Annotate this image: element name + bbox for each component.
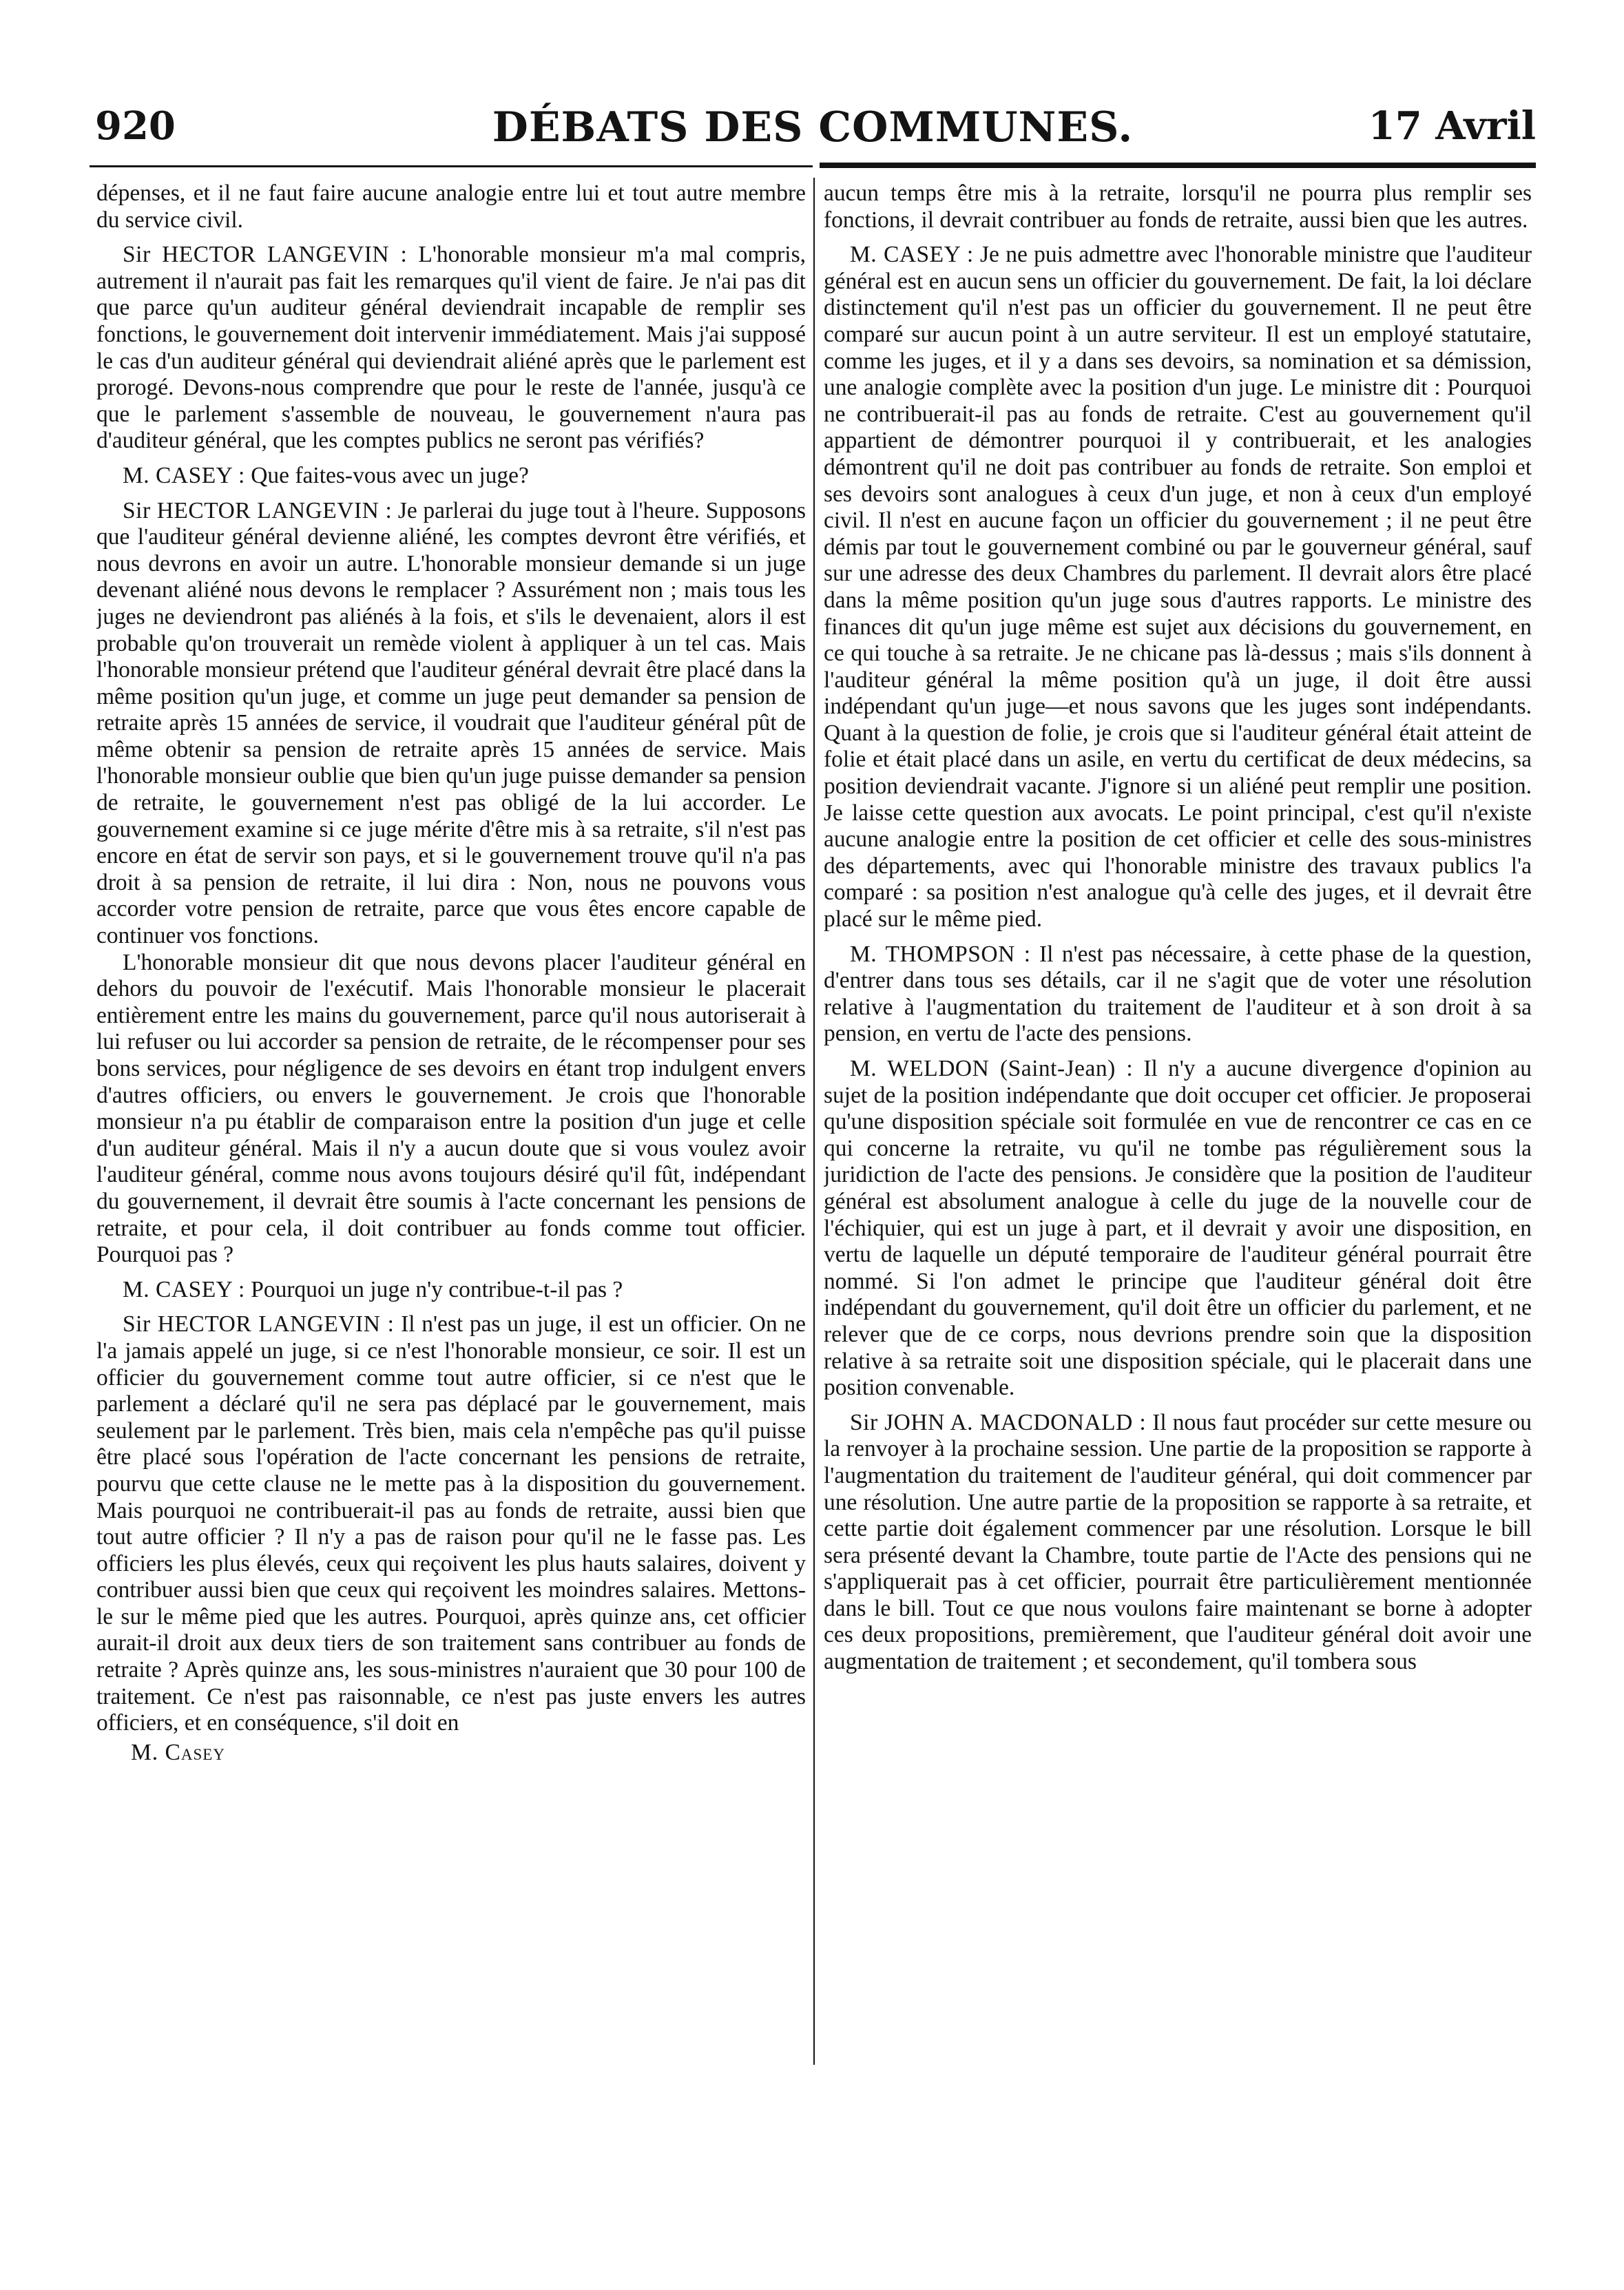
speaker-name: Sir HECTOR LANGEVIN : xyxy=(123,242,408,268)
paragraph-text: L'honorable monsieur m'a mal compris, autrement il n'aurait pas fait les remarques qu'il vient de faire. Je n'ai pas dit que parce qu'un auditeur général deviendrait incapable de remplir ses fonctions, le gouvernement doit intervenir immédiatement. Mais j'ai supposé le cas d'un auditeur général qui deviendrait aliéné après que le parlement est prorogé. Devons-nous comprendre que pour le reste de l'année, jusqu'à ce que le parlement s'assemble de nouveau, le gouvernement n'aura pas d'auditeur général, que les comptes publics ne seront pas vérifiés? xyxy=(96,242,806,454)
paragraph xyxy=(96,180,806,233)
speaker-name: M. WELDON (Saint-Jean) : xyxy=(850,1056,1134,1081)
speaker-name: M. CASEY : xyxy=(850,242,974,268)
paragraph xyxy=(96,463,806,490)
paragraph xyxy=(824,941,1532,1048)
header-rule-left xyxy=(90,165,813,167)
page-number: 920 xyxy=(95,103,176,149)
paragraph-text: dépenses, et il ne faut faire aucune analogie entre lui et tout autre membre du service civil. xyxy=(96,180,806,233)
paragraph-text: Que faites-vous avec un juge? xyxy=(251,462,529,488)
paragraph-text: Je ne puis admettre avec l'honorable ministre que l'auditeur général est en aucun sens un officier du gouvernement. De fait, la loi déclare distinctement qu'il n'est pas un officier du gouvernement. Il ne peut être comparé sur aucun point à un autre serviteur. Il est un employé statutaire, comme les juges, et il y a dans ses devoirs, sa nomination et sa démission, une analogie complète avec la position d'un juge. Le ministre dit : Pourquoi ne contribuerait-il pas au fonds de retraite. C'est au gouvernement qu'il appartient de démontrer pourquoi il y contribuerait, et les analogies démontrent qu'il ne doit pas contribuer au fonds de retraite. Son emploi et ses devoirs sont analogues à ceux d'un juge, et non à ceux d'un employé civil. Il n'est en aucune façon un officier du gouvernement ; il ne peut être démis par tout le gouvernement combiné ou par le gouverneur général, sauf sur une adresse des deux Chambres du parlement. Il devrait alors être placé dans la même position qu'un juge sous d'autres rapports. Le ministre des finances dit qu'un juge même est sujet aux décisions du gouvernement, en ce qui touche à sa retraite. Je ne chicane pas là-dessus ; mais s'ils donnent à l'auditeur général la même position qu'à un juge, il doit être aussi indépendant qu'un juge—et nous savons que les juges sont indépendants. Quant à la question de folie, je crois que si l'auditeur général était atteint de folie et était placé dans un asile, en vertu du certificat de deux médecins, sa position deviendrait vacante. J'ignore si un aliéné peut remplir une position. Je laisse cette question aux avocats. Le point principal, c'est qu'il n'existe aucune analogie entre la position de cet officier et celle des sous-ministres des départements, avec qui l'honorable ministre des travaux publics l'a comparé : sa position n'est analogue qu'à celle des juges, et il devrait être placé sur le même pied. xyxy=(824,242,1532,933)
paragraph xyxy=(96,950,806,1269)
paragraph xyxy=(96,498,806,950)
page-date: 17 Avril xyxy=(1368,103,1536,149)
paragraph-text: Il n'est pas nécessaire, à cette phase de la question, d'entrer dans tous ses détails, car il ne s'agit que de voter une résolution relative à l'augmentation du traitement de l'auditeur et à son droit à sa pension, en vertu de l'acte des pensions. xyxy=(824,941,1532,1047)
header-rule-right xyxy=(820,163,1536,168)
page-header xyxy=(90,96,1536,152)
footer-signature: M. Casey xyxy=(131,1739,225,1765)
paragraph-text: Il n'est pas un juge, il est un officier. On ne l'a jamais appelé un juge, si ce n'est l'honorable monsieur, ce soir. Il est un officier du gouvernement comme tout autre officier, si ce n'est que le parlement a déclaré qu'il ne sera pas déplacé par le gouvernement, mais seulement par le parlement. Très bien, mais cela n'empêche pas qu'il puisse être placé sous l'opération de l'acte concernant les pensions de retraite, pourvu que cette clause ne le mette pas à la disposition du gouvernement. Mais pourquoi ne contribuerait-il pas au fonds de retraite, aussi bien que tout autre officier ? Il n'y a pas de raison pour qu'il ne le fasse pas. Les officiers les plus élevés, ceux qui reçoivent les plus hauts salaires, doivent y contribuer aussi bien que ceux qui reçoivent les moindres salaires. Mettons-le sur le même pied que les autres. Pourquoi, après quinze ans, cet officier aurait-il droit aux deux tiers de son traitement sans contribuer au fonds de retraite ? Après quinze ans, les sous-ministres n'auraient que 30 pour 100 de traitement. Ce n'est pas raisonnable, ce n'est pas juste envers les autres officiers, et en conséquence, s'il doit en xyxy=(96,1311,806,1736)
speaker-name: Sir HECTOR LANGEVIN : xyxy=(123,1311,395,1337)
paragraph-text: Je parlerai du juge tout à l'heure. Supposons que l'auditeur général devienne aliéné, les comptes devront être vérifiés, et nous devrons en avoir un autre. L'honorable monsieur demande si un juge devenant aliéné nous devons le remplacer ? Assurément non ; mais tous les juges ne deviendront pas aliénés à la fois, et s'ils le devenaient, alors il est probable qu'on trouverait un remède violent à appliquer à un tel cas. Mais l'honorable monsieur prétend que l'auditeur général devrait être placé dans la même position qu'un juge, et comme un juge peut demander sa pension de retraite après 15 années de service, il voudrait que l'auditeur général pût de même obtenir sa pension de retraite après 15 années de service. Mais l'honorable monsieur oublie que bien qu'un juge puisse demander sa pension de retraite, le gouvernement n'est pas obligé de la lui accorder. Le gouvernement examine si ce juge mérite d'être mis à sa retraite, s'il n'est pas encore en état de servir son pays, et si le gouvernement trouve qu'il n'a pas droit à sa pension de retraite, il lui dira : Non, nous ne pouvons vous accorder votre pension de retraite, parce que vous êtes encore capable de continuer vos fonctions. xyxy=(96,497,806,949)
paragraph xyxy=(824,1410,1532,1676)
page-title: DÉBATS DES COMMUNES. xyxy=(492,103,1134,152)
paragraph xyxy=(824,242,1532,933)
paragraph xyxy=(96,242,806,455)
speaker-name: M. CASEY : xyxy=(123,1276,245,1302)
paragraph-text: L'honorable monsieur dit que nous devons placer l'auditeur général en dehors du pouvoir de l'exécutif. Mais l'honorable monsieur le placerait entièrement entre les mains du gouvernement, parce qu'il nous autoriserait à lui refuser ou lui accorder sa pension de retraite, de le récompenser pour ses bons services, pour négligence de ses devoirs en étant trop indulgent envers d'autres officiers, ou envers le gouvernement. Je crois que l'honorable monsieur n'a pu établir de comparaison entre la position d'un juge et celle d'un auditeur général. Mais il n'y a aucun doute que si vous voulez avoir l'auditeur général, comme nous avons toujours désiré qu'il fût, indépendant du gouvernement, il devrait être soumis à l'acte concernant les pensions de retraite, et pour cela, il doit contribuer au fonds comme tout officier. Pourquoi pas ? xyxy=(96,949,806,1268)
paragraph-text: Il n'y a aucune divergence d'opinion au sujet de la position indépendante que doit occuper cet officier. Je proposerai qu'une disposition spéciale soit formulée en vue de rencontrer ce cas en ce qui concerne la retraite, vu qu'il ne tombe pas régulièrement sous la juridiction de l'acte des pensions. Je considère que la position de l'auditeur général est absolument analogue à celle du juge de la nouvelle cour de l'échiquier, qui est un juge à part, et il devrait y avoir une disposition, en vertu de laquelle un député temporaire de l'auditeur général pourrait être nommé. Si l'on admet le principe que l'auditeur général doit être indépendant du gouvernement, qu'il doit être un officier du parlement, et ne relever que de ce corps, nous devrions prendre soin que la disposition relative à sa retraite soit une disposition spéciale, qui le placerait dans une position convenable. xyxy=(824,1056,1532,1401)
paragraph xyxy=(824,1056,1532,1402)
paragraph-text: Il nous faut procéder sur cette mesure ou la renvoyer à la prochaine session. Une partie de la proposition se rapporte à l'augmentation du traitement de l'auditeur général, qui doit commencer par une résolution. Une autre partie de la proposition se rapporte à sa retraite, et cette partie doit également commencer par une résolution. Lorsque le bill sera présenté devant la Chambre, toute partie de l'Acte des pensions qui ne s'appliquerait pas à cet officier, pourrait être particulièrement mentionnée dans le bill. Tout ce que nous voulons faire maintenant se borne à adopter ces deux propositions, premièrement, que l'auditeur général doit avoir une augmentation de traitement ; et secondement, qu'il tombera sous xyxy=(824,1409,1532,1675)
paragraph-text: aucun temps être mis à la retraite, lorsqu'il ne pourra plus remplir ses fonctions, il devrait contribuer au fonds de retraite, aussi bien que les autres. xyxy=(824,180,1532,233)
speaker-name: M. THOMPSON : xyxy=(850,941,1031,967)
paragraph xyxy=(96,1277,806,1304)
column-divider xyxy=(813,178,815,2065)
speaker-name: Sir JOHN A. MACDONALD : xyxy=(850,1409,1147,1435)
paragraph-text: Pourquoi un juge n'y contribue-t-il pas ? xyxy=(251,1276,623,1302)
speaker-name: Sir HECTOR LANGEVIN : xyxy=(123,497,393,523)
paragraph xyxy=(96,1311,806,1737)
left-column xyxy=(96,180,806,2219)
right-column xyxy=(824,180,1532,2219)
speaker-name: M. CASEY : xyxy=(123,462,245,488)
paragraph xyxy=(824,180,1532,233)
